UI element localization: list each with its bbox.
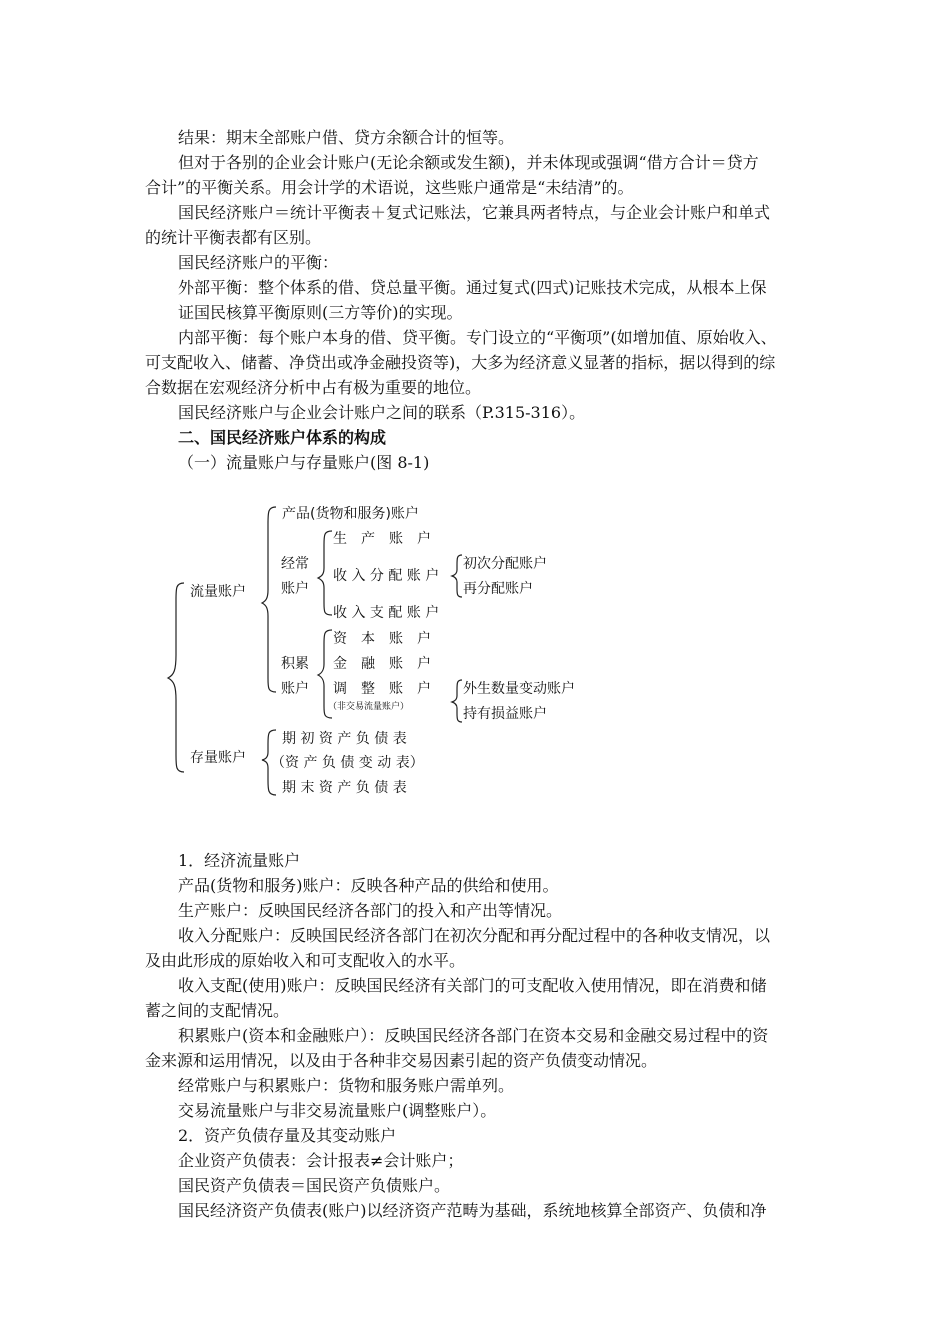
label-closing-balance: 期 末 资 产 负 债 表 — [282, 780, 407, 796]
label-income-distribution: 收 入 分 配 账 户 — [333, 568, 440, 584]
flow-brace — [262, 507, 276, 692]
label-current-1: 经常 — [281, 556, 309, 572]
paragraph-line: 国民资产负债表＝国民资产负债账户。 — [178, 1176, 451, 1195]
paragraph-line: 国民经济账户的平衡： — [178, 253, 339, 272]
label-capital-account: 资 本 账 户 — [333, 631, 431, 647]
label-accum-1: 积累 — [281, 656, 309, 672]
label-opening-balance: 期 初 资 产 负 债 表 — [282, 731, 407, 747]
label-product-account: 产品(货物和服务)账户 — [282, 506, 419, 522]
paragraph-line: 生产账户：反映国民经济各部门的投入和产出等情况。 — [178, 901, 563, 920]
paragraph-line: 企业资产负债表：会计报表≠会计账户； — [178, 1151, 464, 1170]
paragraph-line: 国民经济账户＝统计平衡表＋复式记账法，它兼具两者特点，与企业会计账户和单式 — [178, 203, 771, 222]
paragraph-line: 证国民核算平衡原则(三方等价)的实现。 — [178, 303, 463, 322]
paragraph-line: 积累账户(资本和金融账户）：反映国民经济各部门在资本交易和金融交易过程中的资 — [178, 1026, 769, 1045]
income-distribution-brace — [452, 555, 462, 597]
label-income-use: 收 入 支 配 账 户 — [333, 605, 440, 621]
paragraph-line: 经常账户与积累账户：货物和服务账户需单列。 — [178, 1076, 515, 1095]
paragraph-line: 的统计平衡表都有区别。 — [145, 228, 322, 247]
paragraph-line: 交易流量账户与非交易流量账户(调整账户）。 — [178, 1101, 497, 1120]
paragraph-line: 1．经济流量账户 — [178, 851, 301, 870]
paragraph-line: 金来源和运用情况，以及由于各种非交易因素引起的资产负债变动情况。 — [145, 1051, 658, 1070]
section-heading: 二、国民经济账户体系的构成 — [178, 428, 387, 447]
label-primary-distribution: 初次分配账户 — [463, 556, 547, 572]
paragraph-line: 国民经济资产负债表(账户)以经济资产范畴为基础，系统地核算全部资产、负债和净 — [178, 1201, 767, 1220]
label-financial-account: 金 融 账 户 — [333, 656, 431, 672]
label-holding-gains: 持有损益账户 — [463, 706, 547, 722]
paragraph-line: 蓄之间的支配情况。 — [145, 1001, 290, 1020]
paragraph-line: 收入分配账户：反映国民经济各部门在初次分配和再分配过程中的各种收支情况，以 — [178, 926, 771, 945]
label-volume-changes: 外生数量变动账户 — [463, 681, 575, 697]
label-balance-changes: （资 产 负 债 变 动 表） — [271, 755, 424, 771]
label-adjustment-account: 调 整 账 户 — [333, 681, 431, 697]
paragraph-line: 收入支配(使用)账户：反映国民经济有关部门的可支配收入使用情况，即在消费和储 — [178, 976, 767, 995]
label-flow-accounts: 流量账户 — [190, 584, 246, 600]
paragraph-line: 及由此形成的原始收入和可支配收入的水平。 — [145, 951, 466, 970]
outer-brace — [168, 583, 184, 772]
paragraph-line: 结果：期末全部账户借、贷方余额合计的恒等。 — [178, 128, 515, 147]
label-current-2: 账户 — [281, 581, 309, 597]
current-brace — [318, 531, 332, 615]
paragraph-line: 国民经济账户与企业会计账户之间的联系（P.315-316）。 — [178, 403, 586, 422]
paragraph-line: 内部平衡：每个账户本身的借、贷平衡。专门设立的“平衡项”(如增加值、原始收入、 — [178, 328, 777, 347]
paragraph-line: 可支配收入、储蓄、净贷出或净金融投资等)，大多为经济意义显著的指标，据以得到的综 — [145, 353, 776, 372]
label-accum-2: 账户 — [281, 681, 309, 697]
paragraph-line: 产品(货物和服务)账户：反映各种产品的供给和使用。 — [178, 876, 559, 895]
paragraph-line: 合数据在宏观经济分析中占有极为重要的地位。 — [145, 378, 482, 397]
subsection-heading: （一）流量账户与存量账户(图 8-1) — [178, 453, 430, 472]
label-adjustment-note: （非交易流量账户） — [328, 702, 410, 712]
paragraph-line: 但对于各别的企业会计账户(无论余额或发生额)，并未体现或强调“借方合计＝贷方 — [178, 153, 759, 172]
adjustment-brace — [452, 680, 462, 722]
label-stock-accounts: 存量账户 — [190, 750, 246, 766]
paragraph-line: 外部平衡：整个体系的借、贷总量平衡。通过复式(四式)记账技术完成，从根本上保 — [178, 278, 767, 297]
paragraph-line: 2．资产负债存量及其变动账户 — [178, 1126, 397, 1145]
label-production-account: 生 产 账 户 — [333, 531, 431, 547]
paragraph-line: 合计”的平衡关系。用会计学的术语说，这些账户通常是“未结清”的。 — [145, 178, 634, 197]
label-secondary-distribution: 再分配账户 — [463, 581, 533, 597]
